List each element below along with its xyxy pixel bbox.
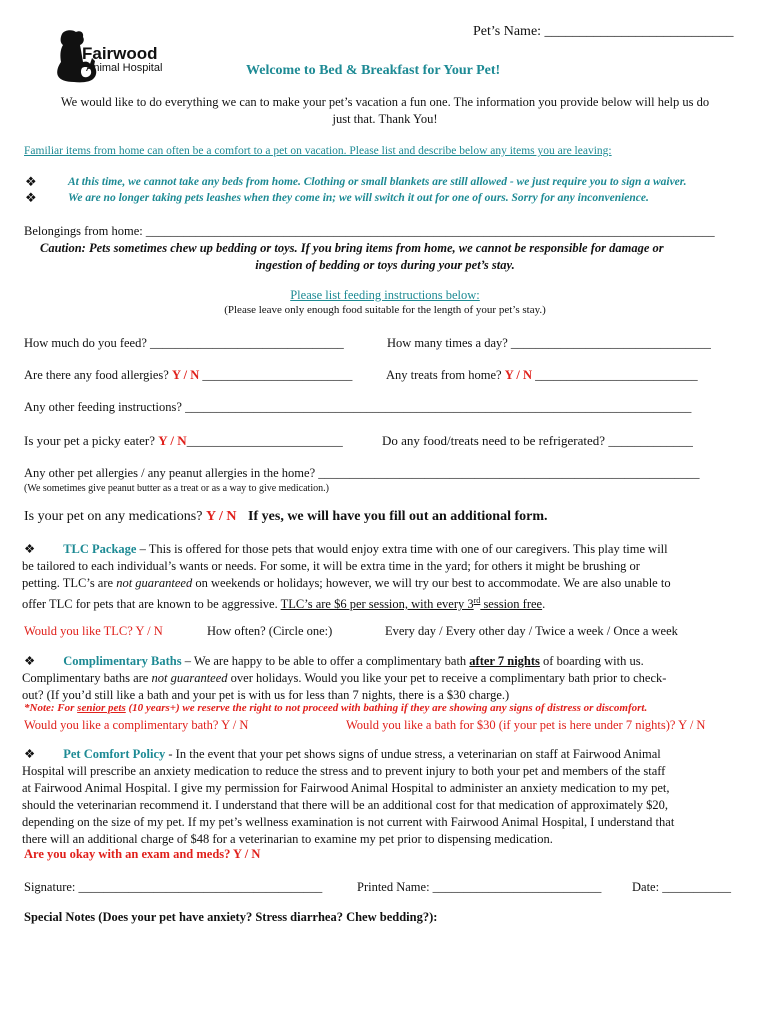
medications-note: If yes, we will have you fill out an additional form. (248, 509, 548, 524)
tlc-pricing: TLC’s are $6 per session, with every 3 (280, 597, 474, 612)
tlc-pricing-sup: rd (473, 596, 481, 605)
how-much-field[interactable]: How much do you feed? _______________________________ (24, 336, 344, 350)
note-suffix: (10 years+) we reserve the right to not proceed with bathing if they are showing any signs of distress or discomfort. (125, 702, 648, 714)
picky-eater-label: Is your pet a picky eater? (24, 433, 156, 448)
comfort-line-1 (22, 746, 748, 763)
intro-line-2: just that. Thank You! (332, 112, 438, 126)
tlc-line-1-text: – This is offered for those pets that would enjoy extra time with one of our caregivers. This play time will (136, 542, 668, 556)
tlc-pricing-period: . (542, 597, 546, 612)
treats-row (386, 368, 698, 383)
no-beds-notice: At this time, we cannot take any beds from home. Clothing or small blankets are still allowed - we just require you to sign a waiver. (68, 176, 687, 188)
tlc-title: TLC Package (63, 542, 137, 556)
how-many-field[interactable]: How many times a day? ________________________________ (387, 336, 711, 350)
diamond-bullet-icon: ❖ (24, 542, 36, 556)
caution-line-1: Caution: Pets sometimes chew up bedding or toys. If you bring items from home, we cannot be responsible for damage or (40, 241, 664, 255)
comfort-line-3: at Fairwood Animal Hospital. I give my permission for Fairwood Animal Hospital to administer an anxiety medication to my pet, (22, 781, 670, 795)
food-allergies-label: Are there any food allergies? (24, 368, 169, 382)
refrigerate-field[interactable]: Do any food/treats need to be refrigerated? _____________ (382, 433, 693, 448)
picky-eater-field[interactable]: ________________________ (186, 433, 343, 448)
medications-row (24, 509, 548, 525)
no-leashes-notice: We are no longer taking pets leashes when they come in; we will switch it out for one of ours. Sorry for any inconvenience. (68, 192, 649, 204)
baths-after-7-nights: after 7 nights (469, 654, 540, 668)
senior-pets-note (24, 702, 647, 714)
pet-comfort-policy-section (22, 746, 748, 848)
signature-field[interactable]: Signature: _______________________________________ (24, 880, 323, 894)
baths-line-2a: Complimentary baths are (22, 671, 152, 685)
note-senior-pets: senior pets (77, 702, 126, 714)
medications-yn[interactable]: Y / N (205, 509, 237, 524)
pets-name-field[interactable]: Pet’s Name: ___________________________ (473, 24, 734, 39)
exam-meds-question[interactable]: Are you okay with an exam and meds? Y / N (24, 847, 261, 861)
picky-eater-yn[interactable]: Y / N (158, 433, 187, 448)
comfort-line-4: should the veterinarian recommend it. I understand that there will be an additional cost for that medication of approximately $20, (22, 798, 668, 812)
baths-title: Complimentary Baths (63, 654, 182, 668)
pet-allergies-field[interactable]: Any other pet allergies / any peanut allergies in the home? _____________________________________________________________ (24, 466, 700, 480)
comfort-line-5: depending on the size of my pet. If my pet’s wellness examination is not current with Fairwood Animal Hospital, I understand that (22, 815, 675, 829)
comfort-title: Pet Comfort Policy (63, 747, 166, 761)
date-field[interactable]: Date: ___________ (632, 880, 731, 894)
food-allergies-field[interactable]: ________________________ (202, 368, 353, 382)
printed-name-field[interactable]: Printed Name: ___________________________ (357, 880, 602, 894)
complimentary-bath-question[interactable]: Would you like a complimentary bath? Y / N (24, 718, 249, 732)
diamond-bullet-icon: ❖ (24, 654, 36, 668)
tlc-line-3 (22, 575, 748, 592)
food-allergies-row (24, 368, 352, 383)
tlc-line-4a: offer TLC for pets that are known to be aggressive. (22, 597, 281, 612)
baths-line-1 (22, 653, 748, 670)
baths-line-3: out? (If you’d still like a bath and your pet is with us for less than 7 nights, there is a $30 charge.) (22, 688, 510, 702)
tlc-not-guaranteed: not guaranteed (116, 576, 193, 590)
comfort-line-6: there will an additional charge of $48 for a veterinarian to examine my pet prior to dispensing medication. (22, 832, 553, 846)
tlc-line-4 (22, 592, 748, 613)
food-allergies-yn[interactable]: Y / N (171, 368, 200, 382)
logo-name: Fairwood (82, 44, 158, 63)
paid-bath-question[interactable]: Would you like a bath for $30 (if your pet is here under 7 nights)? Y / N (346, 718, 706, 732)
peanut-butter-note: (We sometimes give peanut butter as a treat or as a way to give medication.) (24, 483, 329, 494)
tlc-pricing-end: session free (480, 597, 543, 612)
feeding-heading: Please list feeding instructions below: (290, 288, 480, 302)
tlc-line-1 (22, 541, 748, 558)
tlc-how-often: How often? (Circle one:) (207, 624, 333, 638)
diamond-bullet-icon: ❖ (25, 190, 37, 205)
comfort-line-2: Hospital will prescribe an anxiety medication to reduce the stress and to prevent injury to both your pet and members of the staff (22, 764, 666, 778)
caution-line-2: ingestion of bedding or toys during your pet’s stay. (255, 258, 515, 272)
baths-line-2c: over holidays. Would you like your pet to receive a complimentary bath prior to check- (227, 671, 667, 685)
page-title: Welcome to Bed & Breakfast for Your Pet! (246, 63, 501, 78)
belongings-field[interactable]: Belongings from home: ___________________________________________________________________________________________ (24, 224, 715, 238)
tlc-question[interactable]: Would you like TLC? Y / N (24, 624, 163, 638)
tlc-line-3c: on weekends or holidays; however, we will try our best to accommodate. We are also unable to (192, 576, 671, 590)
logo (52, 28, 202, 84)
intro-line-1: We would like to do everything we can to make your pet’s vacation a fun one. The information you provide below will help us do (60, 95, 710, 109)
picky-eater-row (24, 433, 343, 449)
logo-subtitle: Animal Hospital (86, 62, 163, 74)
baths-not-guaranteed: not guaranteed (151, 671, 228, 685)
baths-line-1-text: – We are happy to be able to offer a complimentary bath (181, 654, 470, 668)
comfort-line-1-text: - In the event that your pet shows signs of undue stress, a veterinarian on staff at Fairwood Animal (165, 747, 661, 761)
tlc-package-section (22, 541, 748, 613)
familiar-items-heading: Familiar items from home can often be a comfort to a pet on vacation. Please list and describe below any items you are leaving: (24, 145, 612, 157)
baths-line-2 (22, 670, 748, 687)
note-prefix: *Note: For (24, 702, 78, 714)
feeding-subheading: (Please leave only enough food suitable for the length of your pet’s stay.) (224, 304, 546, 316)
baths-line-1-end: of boarding with us. (539, 654, 644, 668)
treats-yn[interactable]: Y / N (504, 368, 533, 382)
diamond-bullet-icon: ❖ (25, 174, 37, 189)
tlc-frequency-options[interactable]: Every day / Every other day / Twice a week / Once a week (385, 624, 678, 638)
other-feeding-field[interactable]: Any other feeding instructions? _________________________________________________________________________________ (24, 400, 692, 414)
special-notes-label[interactable]: Special Notes (Does your pet have anxiety? Stress diarrhea? Chew bedding?): (24, 910, 438, 924)
complimentary-baths-section (22, 653, 748, 704)
tlc-line-3a: petting. TLC’s are (22, 576, 117, 590)
treats-label: Any treats from home? (386, 368, 502, 382)
medications-label: Is your pet on any medications? (24, 509, 203, 524)
tlc-line-2: be tailored to each individual’s wants or needs. For some, it will be extra time in the yard; for others it might be brushing or (22, 559, 640, 573)
treats-field[interactable]: __________________________ (535, 368, 698, 382)
diamond-bullet-icon: ❖ (24, 747, 36, 761)
